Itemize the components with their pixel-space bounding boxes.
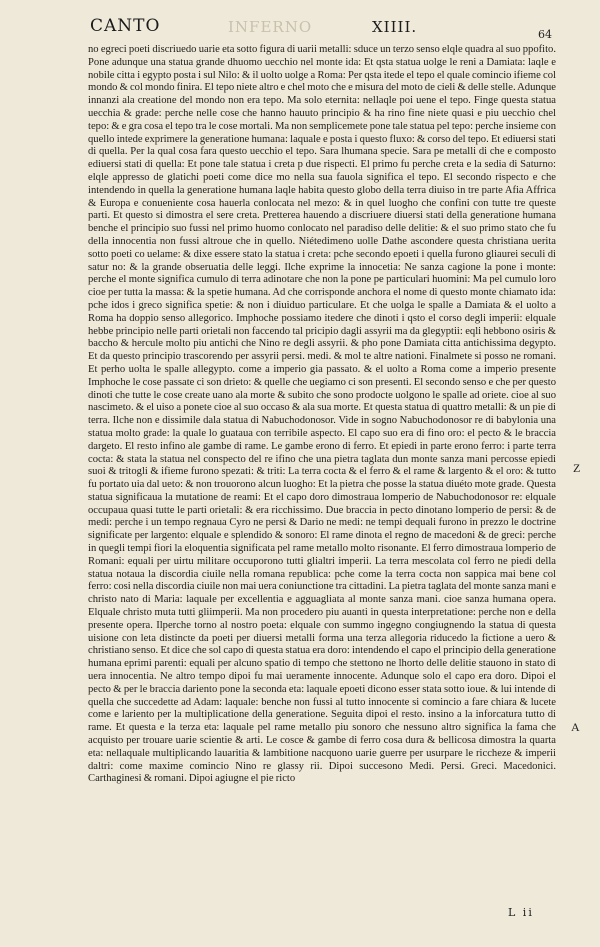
canto-number: XIIII.	[372, 18, 418, 36]
running-title: CANTO	[90, 16, 161, 36]
page-header	[0, 14, 600, 44]
margin-mark-a: A	[571, 720, 580, 734]
signature-mark: L ii	[508, 906, 534, 919]
margin-mark-z: Z	[573, 461, 581, 475]
show-through-text: INFERNO	[228, 18, 313, 36]
commentary-text: no egreci poeti discriuedo uarie eta sotto figura di uarii metalli: sduce un terzo senso elqle quadra al suo ppofito. Pone adunque una statua grande dhuomo uecchio nel monte ida: Et qsta statua uolge le reni a Damiata: laqle e nobile citta i egypto posta i sul Nilo: & il uolto uolge a Roma: Per qsta itede el tepo el quale comincio ifieme col mondo & col mondo finira. El tepo niete altro e chel moto che e misura del moto de cieli & delle stelle. Adunque innanzi ala creatione del mondo non era tepo. Ma solo eternita: nellaqle poi uene el tepo. Finge questa statua uecchia & grade: perche nelle cose che hanno hauuto principio & ha rino fine niete quasi e piu uecchio chel tepo: & e gra cosa el tepo tra le cose mortali. Ma non semplicemete pone tale statua pel tepo: perche insieme con quello intede exprimere la generatione humana: laquale e posta i questo fluxo: & corso del tepo. Et ediuersi stati di quella. Per la qual cosa fara questo uecchio el tepo. Sara lhumana specie. Sara pe metalli di che e composto ediuersi stati di quella: Et pone tale statua i creta p due rispecti. El primo fu perche creta e la sedia di Saturno: elqle appresso de glatichi poeti come dice mo nella sua fauola significa el tepo. El secondo rispecto e che intendendo in quella la generatione humana laqle habita questo globo della terra diuiso in tre parte Afia Affrica & Europa e conueniente cosa hauerla conlocata nel mezo: & in quel luogho che confini con tutte tre queste parti. Et questo si dimostra el sere creta. Pretterea hauendo a discriuere diuersi stati della generatione humana benche el principio suo fussi nel primo huomo conlocato nel paradiso delle delitie: & el suo primo stato che fu della innocentia non fussi altroue che in quello. Niétedimeno uolle Dathe ascondere questa christiana uerita sotto poeti co uelame: & dixe essere stato la statua i creta: pche secondo epoeti i quella furono gliaurei seculi di satur no: & la grande obseruatia delle leggi. Ilche exprime la innocetia: Ne sanza cagione la pone i monte: perche el monte significa cumulo di terra adinotare che non la pone pe particulari huomini: Ma pel cumulo loro cioe per tutta la massa: & la spetie humana. Ad che corrisponde anchora el nome di questo monte chiamato ida: pche idos i greco significa spetie: & non i diuiduo particulare. Et che uolga le spalle a Damiata & el uolto a Roma ha doppio senso allegorico. Imphoche possiamo itedere che dinoti i qsto el corso degli imperii: elquale hebbe principio nelle parti orietali non faccendo tal pricipio dagli assyrii ma da glegyptii: eqli hebbono osiris & baccho & hercule molto piu antichi che Nino re degli assyrii. & pho pone Damiata citta antichissima degypto. Et da questo principio trascorendo per assyrii persi. medi. & mol te altre nationi. Finalmete si posso ne romani. Et perho uolta le spalle allegypto. come a imperio gia passato. & el uolto a Roma come a imperio presente Imphoche le cose passate ci son drieto: & quelle che uegiamo ci son presenti. El secondo senso e che per questo dinoti che tutte le cose create uano ala morte & subito che sono prodocte uolgono le spalle ad oriete. cioe al suo nascimeto. & el uiso a ponete cioe al suo occaso & ala sua morte. Et questa statua di quattro metalli: & un pie di terra. Ilche non e dissimile dala statua di Nabuchodonosor. Vide in sogno Nabuchodonosor re di babylonia una statua molto grade: la quale lo guataua con terribile aspecto. El capo suo era di fino oro: el pecto & le braccia dargeto. El resto infino ale gambe di rame. Le gambe erono di ferro. Et epiedi in parte erono ferro: i parte terra cocta: & stata la statua nel conspecto del re ifino che una pietra taglata dun monte sanza mani percosse epiedi suoi & tritogli & ifieme furono spezati: & triti: La terra cocta & el ferro & el rame & largento & el oro: & tutto fu portato uia dal ueto: & non trouorono alcun luogho: Et la pietra che posse la statua diuéto mote grade. Questa statua significaua la mutatione de reami: Et el capo doro dimostraua lomperio de Nabuchodonosor re: elquale occupaua quasi tutte le parti orietali: & era ricchissimo. Due braccia in pecto dinotano lomperio de persi: & de medi: perche i un tempo regnaua Cyro ne persi & Dario ne medi: ne tempi dequali furono in prezzo le doctrine significate per largento: elquale e splendido & sonoro: El rame dinota el regno de macedoni & de greci: perche in quegli tempi fiori la eloquentia significata pel rame metallo molto risonante. El ferro dimostraua lomperio de Romani: equali per uirtu militare occuporono tutti glialtri imperii. La terra mescolata col ferro ne piedi della statua notaua la discordia ciuile nella romana republica: pche come la terra cocta non sappica mai bene col ferro: cosi nella discordia ciuile non mai uera coniunctione tra cittadini. La pietra taglata del monte sanza mani e christo nato di Maria: laquale per excellentia e agguagliata al monte sanza mani. cioe sanza humana opera. Elquale christo muta tutti gliimperii. Ma non procedero piu auanti in questa interpretatione: perche non e della presente opera. Ilperche torno al nostro poeta: elquale con summo ingegno congiugnendo la statua di questa uisione con leta distincte da poeti per diuersi metalli forma una terza allegoria riducedo la fictione a uero & christiano senso. Et dice che sol capo di questa statua era doro: intendendo el capo el principio della generatione humana eprimi parenti: equali per alcuno spatio di tempo che stettono ne lhorto delle delitie stauono in stato di uera innocentia. Ne altro tempo dipoi fu mai ueramente innocente. Adunque solo el capo era doro. Dipoi el pecto & per le braccia dariento pone la seconda eta: laquale epoeti dicono esser stata sotto ioue. & lui intende di quella che succedette ad Adam: laquale: benche non fussi al tutto innocente si comincio a fare chiara & lucete come e lariento per la multiplicatione della generatione. Seguita dipoi el resto. insino a la inforcatura tutto di rame. Et questa e la terza eta: laquale pel rame metallo piu sonoro che nessuno altro significa la fama che acquisto per trouare uarie scientie & arti. Le cosce & gambe di ferro cosa dura & bellicosa dimostra la quarta eta: nellaquale multiplicando lauaritia & lambitione nacquono uarie guerre per usurpare le riccheze & imperii daltri: come maxime comincio Nino re glassy rii. Dipoi succesono Medi. Persi. Greci. Macedonici. Carthaginesi & romani. Dipoi agiugne el pie ricto	[88, 44, 556, 785]
folio-number: 64	[538, 28, 552, 41]
